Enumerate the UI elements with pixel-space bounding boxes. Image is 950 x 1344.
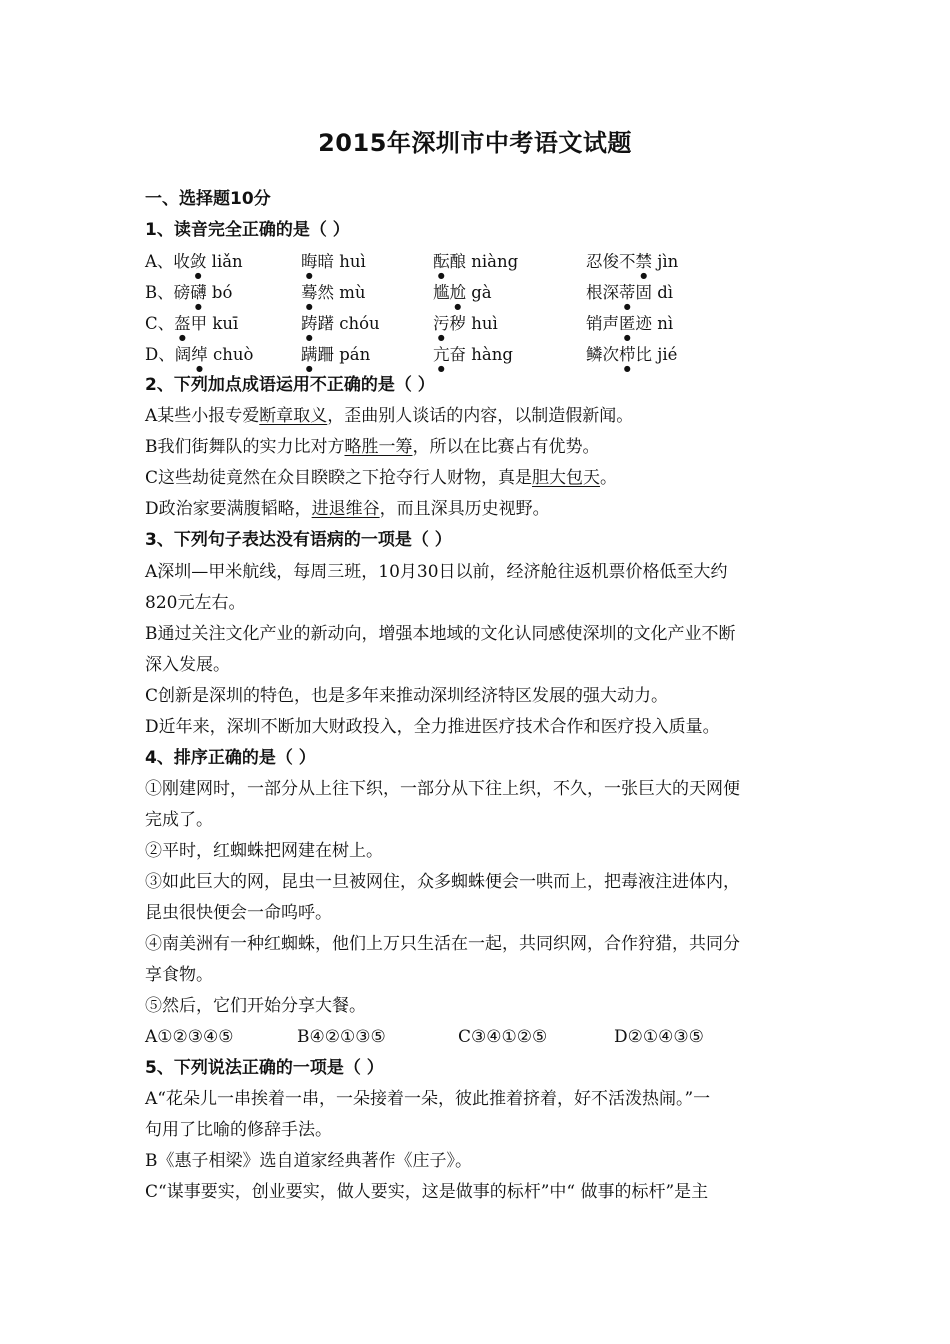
- question-5-line: A“花朵儿一串挨着一串，一朵接着一朵，彼此推着挤着，好不活泼热闹。”一: [145, 1089, 711, 1109]
- question-1-option: [433, 282, 492, 311]
- question-2-option: [145, 405, 815, 427]
- option-text: 跚 pán: [317, 345, 371, 364]
- option-text: D政治家要满腹韬略，: [145, 499, 312, 519]
- dotted-character: 踌: [301, 314, 318, 333]
- question-2-stem: 2、下列加点成语运用不正确的是（ ）: [145, 375, 435, 395]
- question-4-line: ③如此巨大的网，昆虫一旦被网住，众多蜘蛛便会一哄而上，把毒液注进体内，: [145, 872, 740, 892]
- question-1-option: [145, 344, 253, 373]
- question-3-line: B通过关注文化产业的新动向，增强本地域的文化认同感使深圳的文化产业不断: [145, 624, 736, 644]
- section-heading: 一、选择题10分: [145, 189, 271, 209]
- option-text: 躇 chóu: [317, 314, 380, 333]
- dotted-character: 尬: [449, 283, 466, 302]
- option-text: 比 jié: [635, 345, 678, 364]
- option-text: jìn: [652, 252, 679, 271]
- question-1-option: [301, 344, 370, 373]
- dotted-character: 酝: [433, 252, 450, 271]
- option-text: A、收: [145, 252, 190, 271]
- question-4-choice: D②①④③⑤: [614, 1027, 704, 1047]
- question-4-line: ④南美洲有一种红蜘蛛，他们上万只生活在一起，共同织网，合作狩猎，共同分: [145, 934, 740, 954]
- dotted-character: 亢: [433, 345, 450, 364]
- question-3-line: 深入发展。: [145, 655, 230, 675]
- option-text: 鳞次: [586, 345, 619, 364]
- option-text: chuò: [207, 345, 254, 364]
- dotted-character: 匿: [619, 314, 636, 333]
- dotted-character: 绰: [191, 345, 208, 364]
- underlined-idiom: 胆大包天: [532, 468, 601, 488]
- question-5-line: 句用了比喻的修辞手法。: [145, 1120, 332, 1140]
- option-text: 根深: [586, 283, 619, 302]
- question-4-line: 完成了。: [145, 810, 213, 830]
- option-text: 奋 hàng: [449, 345, 513, 364]
- dotted-character: 礴: [190, 283, 207, 302]
- underlined-idiom: 略胜一筹: [344, 437, 413, 457]
- dotted-character: 蓦: [301, 283, 318, 302]
- question-4-choice: A①②③④⑤: [145, 1027, 234, 1047]
- option-text: D、阔: [145, 345, 192, 364]
- question-4-line: 享食物。: [145, 965, 213, 985]
- question-2-option: [145, 436, 815, 458]
- option-text: gà: [466, 283, 492, 302]
- dotted-character: 盔: [174, 314, 191, 333]
- option-text: C这些劫徒竟然在众目睽睽之下抢夺行人财物，真是: [145, 468, 533, 488]
- underlined-idiom: 进退维谷: [311, 499, 380, 519]
- question-3-line: A深圳—甲米航线，每周三班，10月30日以前，经济舱往返机票价格低至大约: [145, 562, 728, 582]
- question-3-stem: 3、下列句子表达没有语病的一项是（ ）: [145, 530, 452, 550]
- question-3-line: D近年来，深圳不断加大财政投入，全力推进医疗技术合作和医疗投入质量。: [145, 717, 720, 737]
- question-1-option: [433, 313, 498, 342]
- question-4-stem: 4、排序正确的是（ ）: [145, 748, 316, 768]
- option-text: 酿 niàng: [449, 252, 519, 271]
- dotted-character: 污: [433, 314, 450, 333]
- question-1-option: [301, 251, 366, 280]
- question-4-line: ①刚建网时，一部分从上往下织，一部分从下往上织，不久，一张巨大的天网便: [145, 779, 740, 799]
- dotted-character: 禁: [635, 252, 652, 271]
- question-1-option: [301, 313, 380, 342]
- option-text: 然 mù: [317, 283, 366, 302]
- option-text: 暗 huì: [317, 252, 366, 271]
- question-1-option: [586, 251, 678, 280]
- option-text: ，所以在比赛占有优势。: [412, 437, 600, 457]
- question-1-option: [145, 251, 243, 280]
- question-1-option: [586, 344, 677, 373]
- option-text: 。: [600, 468, 618, 488]
- question-1-option: [145, 282, 232, 311]
- question-2-option: [145, 467, 815, 489]
- question-4-choice: B④②①③⑤: [297, 1027, 386, 1047]
- dotted-character: 栉: [619, 345, 636, 364]
- question-3-line: 820元左右。: [145, 593, 246, 613]
- option-text: 甲 kuī: [190, 314, 239, 333]
- option-text: 忍俊不: [586, 252, 636, 271]
- question-5-line: C“谋事要实，创业要实，做人要实，这是做事的标杆”中“ 做事的标杆”是主: [145, 1182, 709, 1202]
- underlined-idiom: 断章取义: [259, 406, 328, 426]
- option-text: liǎn: [206, 252, 243, 271]
- option-text: A某些小报专爱: [145, 406, 260, 426]
- dotted-character: 蹒: [301, 345, 318, 364]
- dotted-character: 晦: [301, 252, 318, 271]
- question-1-option: [145, 313, 238, 342]
- question-4-line: ⑤然后，它们开始分享大餐。: [145, 996, 366, 1016]
- option-text: ，而且深具历史视野。: [379, 499, 550, 519]
- question-5-stem: 5、下列说法正确的一项是（ ）: [145, 1058, 384, 1078]
- option-text: bó: [206, 283, 233, 302]
- question-5-line: B《惠子相梁》选自道家经典著作《庄子》。: [145, 1151, 472, 1171]
- question-1-option: [586, 313, 673, 342]
- option-text: 秽 huì: [449, 314, 498, 333]
- option-text: C、: [145, 314, 175, 333]
- option-text: 固 dì: [635, 283, 674, 302]
- question-1-option: [433, 344, 513, 373]
- question-1-option: [433, 251, 518, 280]
- option-text: 销声: [586, 314, 619, 333]
- question-1-stem: 1、读音完全正确的是（ ）: [145, 220, 350, 240]
- question-2-option: [145, 498, 815, 520]
- option-text: B、磅: [145, 283, 191, 302]
- question-4-line: 昆虫很快便会一命呜呼。: [145, 903, 332, 923]
- question-1-option: [586, 282, 673, 311]
- dotted-character: 敛: [189, 252, 207, 271]
- page-title: 2015年深圳市中考语文试题: [318, 129, 632, 157]
- question-3-line: C创新是深圳的特色，也是多年来推动深圳经济特区发展的强大动力。: [145, 686, 669, 706]
- question-1-option: [301, 282, 366, 311]
- option-text: 尴: [433, 283, 450, 302]
- question-4-choice: C③④①②⑤: [458, 1027, 548, 1047]
- option-text: 迹 nì: [635, 314, 674, 333]
- option-text: B我们街舞队的实力比对方: [145, 437, 345, 457]
- question-4-line: ②平时，红蜘蛛把网建在树上。: [145, 841, 383, 861]
- dotted-character: 蒂: [619, 283, 636, 302]
- option-text: ，歪曲别人谈话的内容，以制造假新闻。: [327, 406, 634, 426]
